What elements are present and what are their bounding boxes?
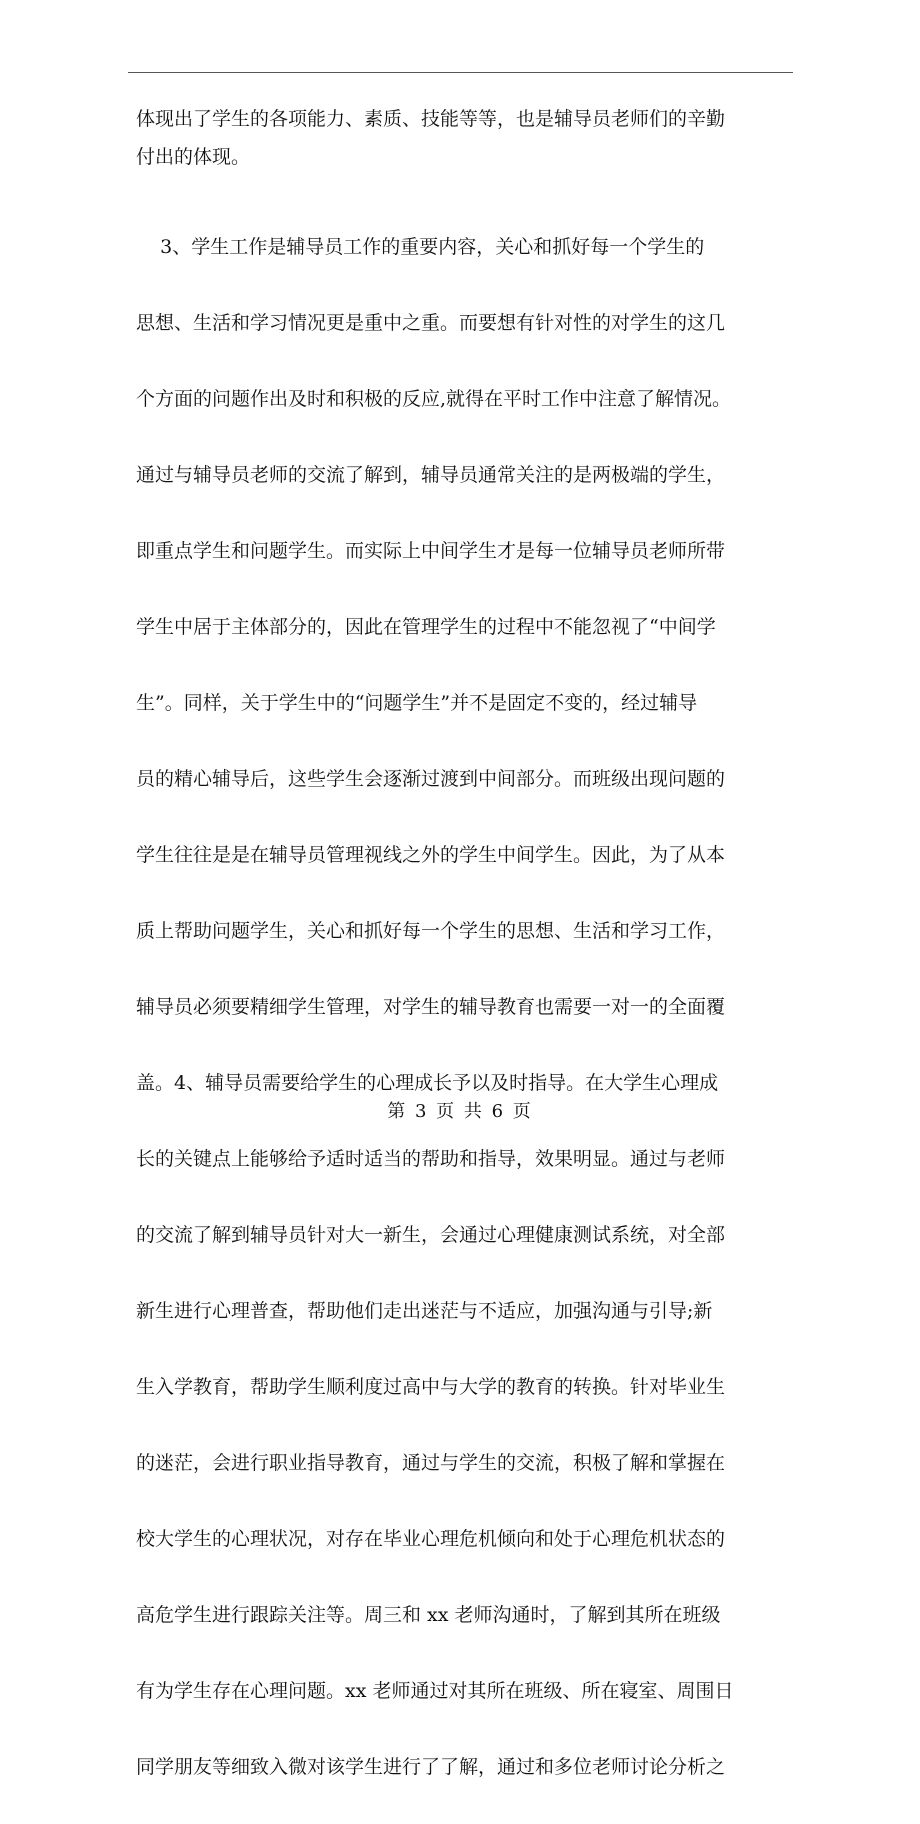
text-line: 生”。同样，关于学生中的“问题学生”并不是固定不变的，经过辅导 xyxy=(136,692,698,714)
text-line: 通过与辅导员老师的交流了解到，辅导员通常关注的是两极端的学生， xyxy=(136,464,726,486)
document-body xyxy=(136,100,796,1824)
text-line: 校大学生的心理状况，对存在毕业心理危机倾向和处于心理危机状态的 xyxy=(136,1528,726,1550)
text-line: 有为学生存在心理问题。xx 老师通过对其所在班级、所在寝室、周围日 xyxy=(136,1680,734,1702)
text-line: 即重点学生和问题学生。而实际上中间学生才是每一位辅导员老师所带 xyxy=(136,540,726,562)
text-line: 辅导员必须要精细学生管理，对学生的辅导教育也需要一对一的全面覆 xyxy=(136,996,726,1018)
text-line: 盖。4、辅导员需要给学生的心理成长予以及时指导。在大学生心理成 xyxy=(136,1072,719,1094)
text-line: 长的关键点上能够给予适时适当的帮助和指导，效果明显。通过与老师 xyxy=(136,1148,726,1170)
page-number-footer: 第 3 页 共 6 页 xyxy=(387,1101,533,1122)
text-line: 质上帮助问题学生，关心和抓好每一个学生的思想、生活和学习工作， xyxy=(136,920,726,942)
text-line: 思想、生活和学习情况更是重中之重。而要想有针对性的对学生的这几 xyxy=(136,312,726,334)
header-rule xyxy=(128,72,793,73)
text-line: 新生进行心理普查，帮助他们走出迷茫与不适应，加强沟通与引导;新 xyxy=(136,1300,713,1322)
text-line: 员的精心辅导后，这些学生会逐渐过渡到中间部分。而班级出现问题的 xyxy=(136,768,726,790)
text-line: 个方面的问题作出及时和积极的反应,就得在平时工作中注意了解情况。 xyxy=(136,388,732,410)
text-line: 付出的体现。 xyxy=(136,146,251,168)
text-line: 学生往往是是在辅导员管理视线之外的学生中间学生。因此，为了从本 xyxy=(136,844,726,866)
text-line: 3、学生工作是辅导员工作的重要内容，关心和抓好每一个学生的 xyxy=(136,236,705,258)
text-line: 的交流了解到辅导员针对大一新生，会通过心理健康测试系统，对全部 xyxy=(136,1224,726,1246)
text-line: 生入学教育，帮助学生顺利度过高中与大学的教育的转换。针对毕业生 xyxy=(136,1376,726,1398)
text-line: 体现出了学生的各项能力、素质、技能等等，也是辅导员老师们的辛勤 xyxy=(136,108,726,130)
paragraph-gap xyxy=(136,176,796,190)
text-line: 同学朋友等细致入微对该学生进行了了解，通过和多位老师讨论分析之 xyxy=(136,1756,726,1778)
text-line: 的迷茫，会进行职业指导教育，通过与学生的交流，积极了解和掌握在 xyxy=(136,1452,726,1474)
paragraph-1 xyxy=(136,100,796,176)
paragraph-2 xyxy=(136,190,796,1824)
text-line: 高危学生进行跟踪关注等。周三和 xx 老师沟通时，了解到其所在班级 xyxy=(136,1604,721,1626)
text-line: 学生中居于主体部分的，因此在管理学生的过程中不能忽视了“中间学 xyxy=(136,616,716,638)
